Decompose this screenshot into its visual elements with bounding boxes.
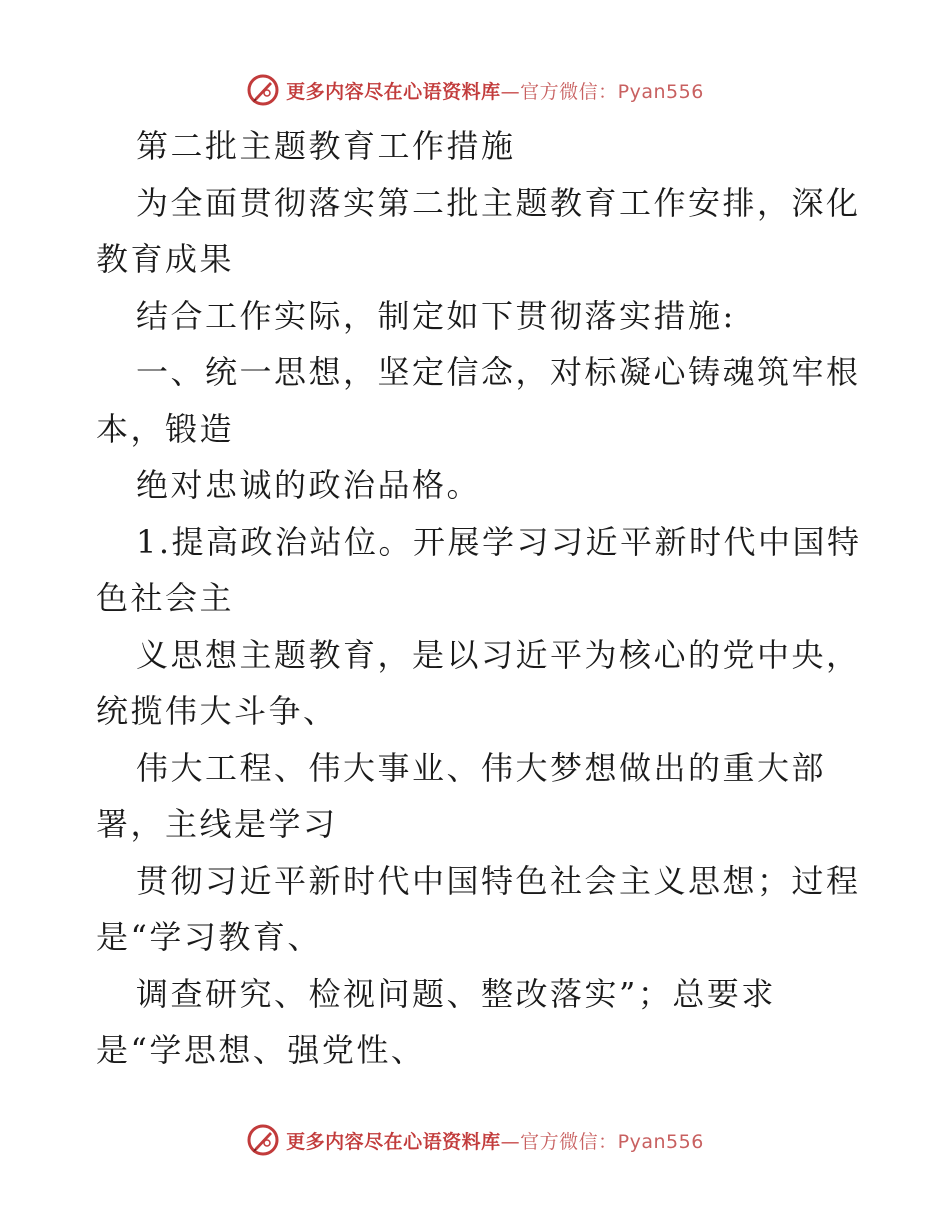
section-heading-line: 绝对忠诚的政治品格。 — [136, 466, 482, 504]
paragraph-line: 教育成果 — [96, 240, 235, 278]
paragraph-line: 署，主线是学习 — [96, 805, 338, 843]
paragraph-line: 统揽伟大斗争、 — [96, 692, 338, 730]
watermark-separator: — — [500, 1130, 521, 1153]
paragraph-line: 为全面贯彻落实第二批主题教育工作安排，深化 — [136, 183, 861, 222]
paragraph-line: 贯彻习近平新时代中国特色社会主义思想；过程 — [136, 861, 861, 900]
quill-logo-icon — [246, 73, 280, 107]
paragraph-line: 是“学习教育、 — [96, 918, 322, 956]
watermark-contact: 官方微信：Pyan556 — [520, 1130, 704, 1153]
section-heading-line: 一、统一思想，坚定信念，对标凝心铸魂筑牢根 — [136, 353, 861, 391]
doc-title: 第二批主题教育工作措施 — [136, 127, 516, 165]
document-body — [96, 118, 862, 1079]
paragraph-line: 调查研究、检视问题、整改落实”；总要求 — [136, 974, 776, 1013]
paragraph-line: 伟大工程、伟大事业、伟大梦想做出的重大部 — [136, 748, 827, 787]
watermark-separator: — — [500, 80, 521, 103]
paragraph-line: 结合工作实际，制定如下贯彻落实措施: — [136, 296, 736, 335]
watermark-brand: 更多内容尽在心语资料库 — [286, 80, 501, 103]
header-watermark — [0, 70, 950, 110]
watermark-brand: 更多内容尽在心语资料库 — [286, 1130, 501, 1153]
quill-logo-icon — [246, 1123, 280, 1157]
paragraph-line: 是“学思想、强党性、 — [96, 1031, 426, 1069]
paragraph-line: 1.提高政治站位。开展学习习近平新时代中国特 — [136, 522, 862, 561]
watermark-contact: 官方微信：Pyan556 — [520, 80, 704, 103]
paragraph-line: 色社会主 — [96, 579, 235, 617]
section-heading-line: 本，锻造 — [96, 409, 235, 448]
paragraph-line: 义思想主题教育，是以习近平为核心的党中央， — [136, 635, 861, 674]
footer-watermark — [0, 1120, 950, 1160]
